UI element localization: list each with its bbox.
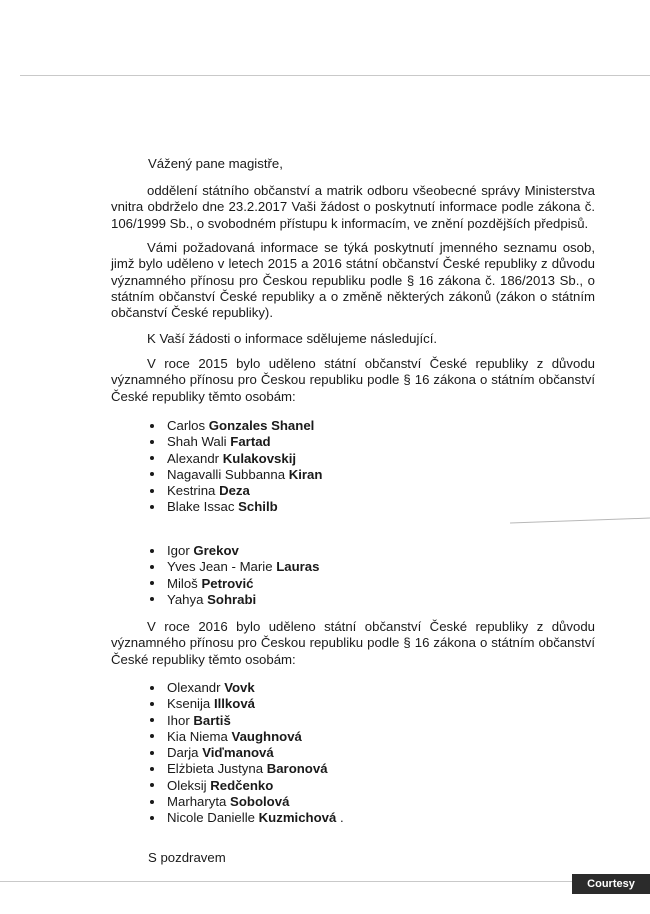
paragraph-receipt: oddělení státního občanství a matrik odboru všeobecné správy Ministerstva vnitra obdrželo dne 23.2.2017 Vaši žádost o poskytnutí informace podle zákona č. 106/1999 Sb., o svobodném přístupu k informacím, ve znění pozdějších předpisů. (111, 183, 595, 231)
list-item: Oleksij Redčenko (150, 778, 344, 794)
list-item: Yves Jean - Marie Lauras (150, 559, 319, 575)
list-item: Yahya Sohrabi (150, 592, 319, 608)
bullet-icon (150, 424, 154, 428)
closing-salutation: S pozdravem (148, 850, 226, 865)
bullet-icon (150, 718, 154, 722)
list-item: Elżbieta Justyna Baronová (150, 761, 344, 777)
bullet-icon (150, 734, 154, 738)
bullet-icon (150, 505, 154, 509)
bullet-icon (150, 751, 154, 755)
names-2015-part1 (150, 418, 322, 516)
names-2016 (150, 680, 344, 827)
list-item: Carlos Gonzales Shanel (150, 418, 322, 434)
list-item: Olexandr Vovk (150, 680, 344, 696)
bullet-icon (150, 686, 154, 690)
bullet-icon (150, 549, 154, 553)
list-item: Ksenija Illková (150, 696, 344, 712)
paragraph-request: Vámi požadovaná informace se týká poskytnutí jmenného seznamu osob, jimž bylo uděleno v letech 2015 a 2016 státní občanství České republiky z důvodu významného přínosu pro Českou republiku podle § 16 zákona č. 186/2013 Sb., o státním občanství České republiky a o změně některých zákonů (zákon o státním občanství České republiky). (111, 240, 595, 321)
list-item: Ihor Bartiš (150, 713, 344, 729)
list-item: Nagavalli Subbanna Kiran (150, 467, 322, 483)
bullet-icon (150, 440, 154, 444)
photo-credit: Courtesy Photo (572, 874, 650, 894)
paragraph-response-intro: K Vaší žádosti o informace sdělujeme následující. (147, 331, 438, 346)
list-item: Blake Issac Schilb (150, 499, 322, 515)
list-item: Kia Niema Vaughnová (150, 729, 344, 745)
list-item: Nicole Danielle Kuzmichová . (150, 810, 344, 826)
bullet-icon (150, 783, 154, 787)
list-item: Kestrina Deza (150, 483, 322, 499)
list-item: Igor Grekov (150, 543, 319, 559)
list-item: Marharyta Sobolová (150, 794, 344, 810)
scan-bottom-edge (0, 881, 650, 882)
bullet-icon (150, 767, 154, 771)
list-item: Miloš Petrović (150, 576, 319, 592)
list-item: Shah Wali Fartad (150, 434, 322, 450)
bullet-icon (150, 565, 154, 569)
scan-top-edge (20, 75, 650, 76)
scan-middle-edge (510, 518, 650, 524)
list-item: Darja Viďmanová (150, 745, 344, 761)
names-2015-part2 (150, 543, 319, 608)
paragraph-2015-intro: V roce 2015 bylo uděleno státní občanství České republiky z důvodu významného přínosu pro Českou republiku podle § 16 zákona o státním občanství České republiky těmto osobám: (111, 356, 595, 404)
greeting: Vážený pane magistře, (148, 156, 283, 171)
bullet-icon (150, 597, 154, 601)
bullet-icon (150, 816, 154, 820)
list-item: Alexandr Kulakovskij (150, 451, 322, 467)
bullet-icon (150, 581, 154, 585)
bullet-icon (150, 489, 154, 493)
bullet-icon (150, 472, 154, 476)
paragraph-2016-intro: V roce 2016 bylo uděleno státní občanství České republiky z důvodu významného přínosu pro Českou republiku podle § 16 zákona o státním občanství České republiky těmto osobám: (111, 619, 595, 667)
bullet-icon (150, 456, 154, 460)
bullet-icon (150, 702, 154, 706)
bullet-icon (150, 800, 154, 804)
